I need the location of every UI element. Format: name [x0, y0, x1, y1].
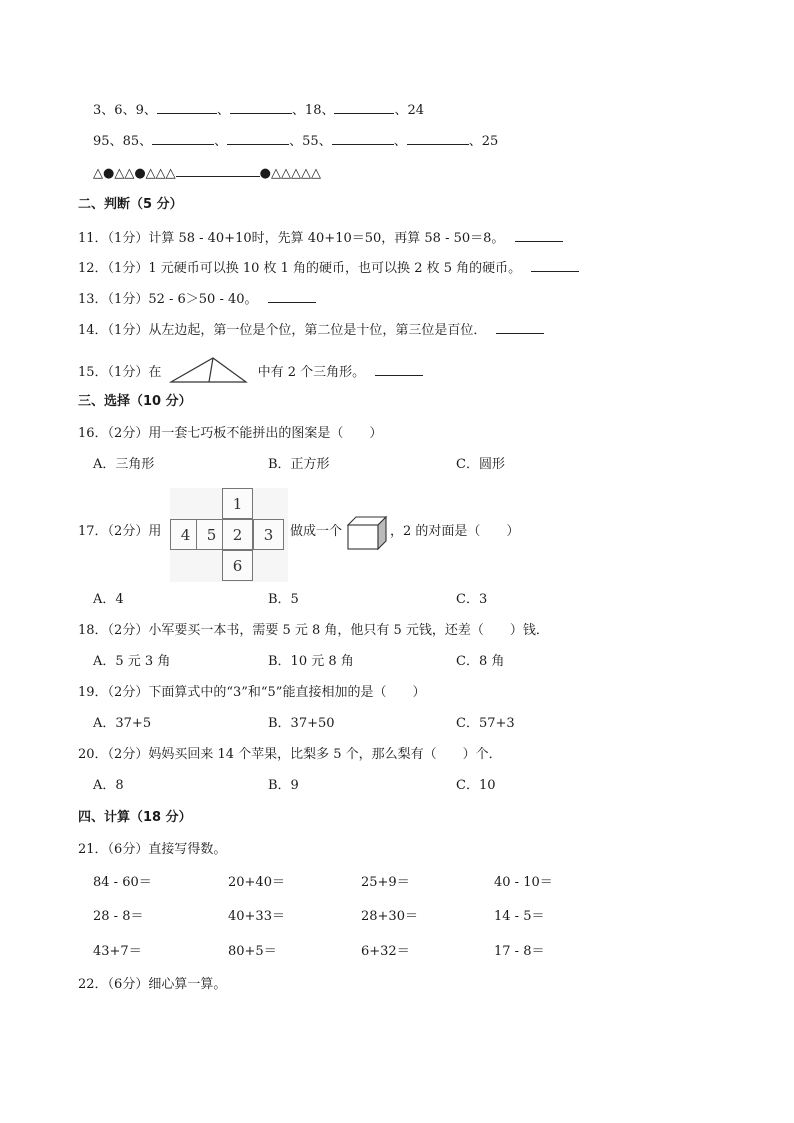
triangle-icon: [169, 356, 249, 384]
calc-item: 25+9＝: [361, 875, 410, 890]
question-16: 16．（2分）用一套七巧板不能拼出的图案是（ ）: [78, 426, 383, 441]
net-face-3: 3: [253, 519, 284, 550]
sequence-row-1: 3、6、9、 、 、18、 、24: [93, 103, 425, 118]
answer-blank[interactable]: [268, 290, 316, 303]
seq-num: 9: [135, 103, 144, 118]
answer-blank[interactable]: [157, 101, 217, 114]
question-13: 13．（1分）52 - 6＞50 - 40。: [78, 290, 316, 309]
option-a[interactable]: A．8: [93, 778, 124, 793]
question-11: 11．（1分）计算 58 - 40+10时，先算 40+10＝50，再算 58 - 50＝8。: [78, 229, 563, 248]
option-a[interactable]: A．37+5: [93, 716, 152, 731]
seq-num: 18: [304, 103, 322, 118]
question-17-mid: 做成一个: [290, 524, 343, 539]
seq-num: 3: [93, 103, 102, 118]
calc-item: 80+5＝: [228, 944, 277, 959]
net-face-6: 6: [222, 550, 253, 581]
section-2-title: 二、判断（5 分）: [78, 197, 183, 212]
option-a[interactable]: A．4: [93, 592, 124, 607]
shape-pattern: ●△△△△△: [259, 166, 322, 181]
option-b[interactable]: B．5: [268, 592, 299, 607]
question-17-post: ，2 的对面是（ ）: [390, 524, 520, 539]
section-3-title: 三、选择（10 分）: [78, 394, 192, 409]
cube-net: [170, 488, 288, 582]
question-22: 22．（6分）细心算一算。: [78, 977, 227, 992]
calc-item: 14 - 5＝: [494, 909, 545, 924]
seq-num: 24: [407, 103, 425, 118]
answer-blank[interactable]: [407, 132, 469, 145]
question-19: 19．（2分）下面算式中的“3”和“5”能直接相加的是（ ）: [78, 685, 426, 700]
calc-item: 28+30＝: [361, 909, 418, 924]
calc-item: 43+7＝: [93, 944, 142, 959]
sequence-row-3: [93, 164, 321, 183]
option-c[interactable]: C．57+3: [456, 716, 515, 731]
answer-blank[interactable]: [531, 259, 579, 272]
question-21: 21．（6分）直接写得数。: [78, 842, 227, 857]
calc-item: 84 - 60＝: [93, 875, 152, 890]
option-c[interactable]: C．圆形: [456, 457, 505, 472]
calc-item: 28 - 8＝: [93, 909, 144, 924]
option-b[interactable]: B．10 元 8 角: [268, 654, 354, 669]
answer-blank[interactable]: [375, 363, 423, 376]
answer-blank[interactable]: [176, 164, 260, 177]
net-face-4: 4: [170, 519, 201, 550]
calc-item: 40 - 10＝: [494, 875, 553, 890]
sequence-row-2: 95、85、 、 、55、 、 、25: [93, 134, 499, 149]
answer-blank[interactable]: [152, 132, 214, 145]
net-face-2: 2: [222, 519, 253, 550]
cube-icon: [346, 515, 388, 551]
seq-num: 85: [122, 134, 140, 149]
section-4-title: 四、计算（18 分）: [78, 810, 192, 825]
answer-blank[interactable]: [515, 229, 563, 242]
calc-item: 40+33＝: [228, 909, 285, 924]
option-b[interactable]: B．9: [268, 778, 299, 793]
option-b[interactable]: B．37+50: [268, 716, 335, 731]
seq-num: 95: [93, 134, 110, 149]
calc-item: 20+40＝: [228, 875, 285, 890]
triangle-figure: [169, 356, 249, 384]
shape-pattern: △●△△●△△△: [93, 166, 176, 181]
answer-blank[interactable]: [230, 101, 292, 114]
option-c[interactable]: C．8 角: [456, 654, 505, 669]
seq-num: 55: [302, 134, 319, 149]
answer-blank[interactable]: [334, 101, 394, 114]
answer-blank[interactable]: [496, 321, 544, 334]
answer-blank[interactable]: [332, 132, 394, 145]
option-a[interactable]: A．三角形: [93, 457, 155, 472]
question-17-pre: 17．（2分）用: [78, 524, 162, 539]
question-14: 14．（1分）从左边起，第一位是个位，第二位是十位，第三位是百位．: [78, 321, 544, 340]
net-face-1: 1: [222, 488, 253, 519]
calc-item: 6+32＝: [361, 944, 410, 959]
option-a[interactable]: A．5 元 3 角: [93, 654, 171, 669]
seq-num: 6: [114, 103, 123, 118]
seq-num: 25: [481, 134, 499, 149]
cube-figure: [346, 515, 388, 551]
question-18: 18．（2分）小军要买一本书，需要 5 元 8 角，他只有 5 元钱，还差（ ）钱．: [78, 623, 549, 638]
question-12: 12．（1分）1 元硬币可以换 10 枚 1 角的硬币，也可以换 2 枚 5 角的硬币。: [78, 259, 579, 278]
option-b[interactable]: B．正方形: [268, 457, 330, 472]
answer-blank[interactable]: [227, 132, 289, 145]
calc-item: 17 - 8＝: [494, 944, 545, 959]
question-15: 15．（1分）在 中有 2 个三角形。: [78, 356, 423, 384]
question-20: 20．（2分）妈妈买回来 14 个苹果，比梨多 5 个，那么梨有（ ）个．: [78, 747, 502, 762]
option-c[interactable]: C．3: [456, 592, 488, 607]
net-face-5: 5: [196, 519, 227, 550]
option-c[interactable]: C．10: [456, 778, 496, 793]
